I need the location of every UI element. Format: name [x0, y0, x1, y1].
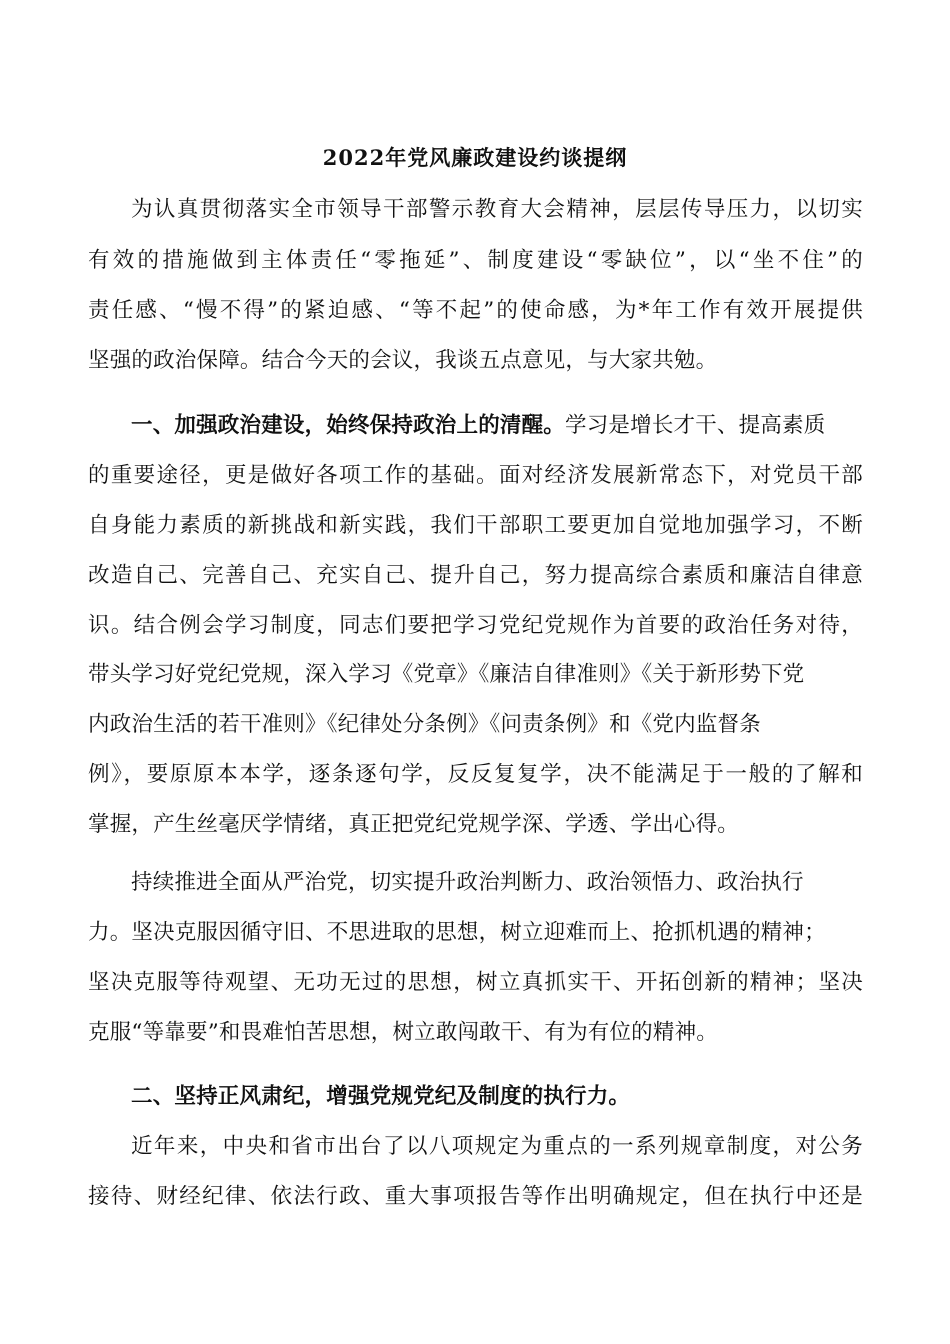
section2-heading: 二、坚持正风肃纪，增强党规党纪及制度的执行力。 — [131, 1084, 631, 1109]
intro-line: 为认真贯彻落实全市领导干部警示教育大会精神，层层传导压力，以切实 — [131, 197, 863, 222]
section1-first-line — [131, 409, 825, 443]
para2-line: 坚决克服等待观望、无功无过的思想，树立真抓实干、开拓创新的精神；坚决 — [88, 970, 863, 995]
section1-line: 例》，要原原本本学，逐条逐句学，反反复复学，决不能满足于一般的了解和 — [88, 762, 863, 787]
para2-line: 力。坚决克服因循守旧、不思进取的思想，树立迎难而上、抢抓机遇的精神； — [88, 920, 826, 945]
section1-line: 内政治生活的若干准则》《纪律处分条例》《问责条例》和《党内监督条 — [88, 712, 761, 737]
document-title: 2022年党风廉政建设约谈提纲 — [322, 145, 628, 170]
intro-line: 责任感、“慢不得”的紧迫感、“等不起”的使命感，为*年工作有效开展提供 — [88, 298, 863, 323]
para3-line: 近年来，中央和省市出台了以八项规定为重点的一系列规章制度，对公务 — [131, 1134, 863, 1159]
section1-heading: 一、加强政治建设，始终保持政治上的清醒。 — [131, 413, 566, 438]
section1-line: 识。结合例会学习制度，同志们要把学习党纪党规作为首要的政治任务对待， — [88, 613, 863, 638]
para2-line: 克服“等靠要”和畏难怕苦思想，树立敢闯敢干、有为有位的精神。 — [88, 1020, 718, 1045]
para3-line: 接待、财经纪律、依法行政、重大事项报告等作出明确规定，但在执行中还是 — [88, 1184, 863, 1209]
section1-first-line-text: 学习是增长才干、提高素质 — [565, 413, 826, 438]
section1-line: 自身能力素质的新挑战和新实践，我们干部职工要更加自觉地加强学习，不断 — [88, 513, 863, 538]
section1-line: 掌握，产生丝毫厌学情绪，真正把党纪党规学深、学透、学出心得。 — [88, 812, 740, 837]
para2-line: 持续推进全面从严治党，切实提升政治判断力、政治领悟力、政治执行 — [131, 870, 804, 895]
section1-line: 改造自己、完善自己、充实自己、提升自己，努力提高综合素质和廉洁自律意 — [88, 563, 863, 588]
intro-line: 有效的措施做到主体责任“零拖延”、制度建设“零缺位”，以“坐不住”的 — [88, 248, 863, 273]
section1-line: 的重要途径，更是做好各项工作的基础。面对经济发展新常态下，对党员干部 — [88, 463, 863, 488]
intro-line: 坚强的政治保障。结合今天的会议，我谈五点意见，与大家共勉。 — [88, 348, 718, 373]
section1-line: 带头学习好党纪党规，深入学习《党章》《廉洁自律准则》《关于新形势下党 — [88, 662, 805, 687]
